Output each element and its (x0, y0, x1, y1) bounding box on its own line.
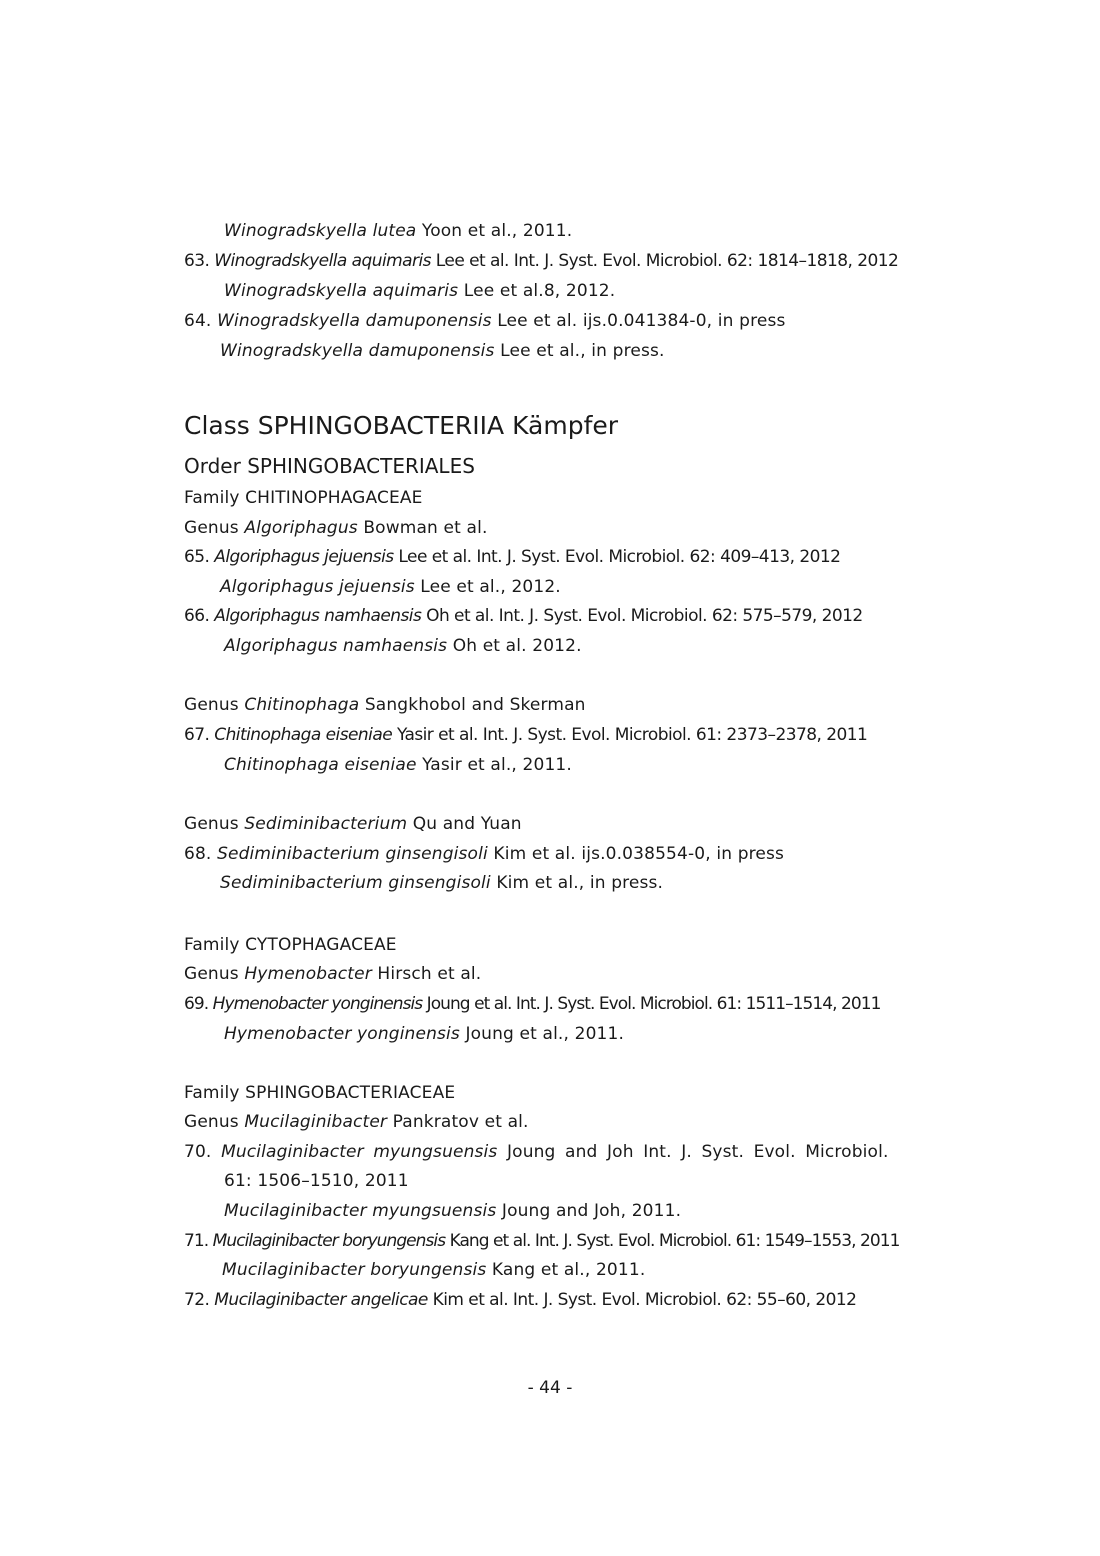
entry-72: 72. Mucilaginibacter angelicae Kim et al. Int. J. Syst. Evol. Microbiol. 62: 55–60, 2012 (184, 1290, 857, 1310)
genus-algoriphagus: Genus Algoriphagus Bowman et al. (184, 518, 488, 538)
entry-66: 66. Algoriphagus namhaensis Oh et al. Int. J. Syst. Evol. Microbiol. 62: 575–579, 2012 (184, 606, 863, 626)
genus-hymenobacter: Genus Hymenobacter Hirsch et al. (184, 964, 482, 984)
genus-sediminibacterium: Genus Sediminibacterium Qu and Yuan (184, 814, 522, 834)
entry-64: 64. Winogradskyella damuponensis Lee et al. ijs.0.041384-0, in press (184, 311, 786, 331)
entry-70: 70. Mucilaginibacter myungsuensis Joung and Joh Int. J. Syst. Evol. Microbiol. (184, 1142, 889, 1162)
entry-63-subline: Winogradskyella aquimaris Lee et al.8, 2012. (224, 281, 616, 301)
family-sphingobacteriaceae: Family SPHINGOBACTERIACEAE (184, 1083, 456, 1103)
entry-65-subline: Algoriphagus jejuensis Lee et al., 2012. (220, 577, 561, 597)
entry-69: 69. Hymenobacter yonginensis Joung et al. Int. J. Syst. Evol. Microbiol. 61: 1511–1514, 2011 (184, 994, 881, 1014)
family-chitinophagaceae: Family CHITINOPHAGACEAE (184, 488, 423, 508)
entry-63: 63. Winogradskyella aquimaris Lee et al. Int. J. Syst. Evol. Microbiol. 62: 1814–1818, 2012 (184, 251, 899, 271)
entry-65: 65. Algoriphagus jejuensis Lee et al. Int. J. Syst. Evol. Microbiol. 62: 409–413, 2012 (184, 547, 841, 567)
genus-chitinophaga: Genus Chitinophaga Sangkhobol and Skerman (184, 695, 586, 715)
entry-67: 67. Chitinophaga eiseniae Yasir et al. Int. J. Syst. Evol. Microbiol. 61: 2373–2378, 2011 (184, 725, 868, 745)
class-heading: Class SPHINGOBACTERIIA Kämpfer (184, 411, 619, 440)
entry-68: 68. Sediminibacterium ginsengisoli Kim et al. ijs.0.038554-0, in press (184, 844, 785, 864)
page-number: - 44 - (527, 1378, 573, 1398)
order-heading: Order SPHINGOBACTERIALES (184, 454, 475, 478)
entry-66-subline: Algoriphagus namhaensis Oh et al. 2012. (224, 636, 582, 656)
entry-69-subline: Hymenobacter yonginensis Joung et al., 2011. (224, 1024, 625, 1044)
entry-67-subline: Chitinophaga eiseniae Yasir et al., 2011. (224, 755, 572, 775)
entry-64-subline: Winogradskyella damuponensis Lee et al., in press. (220, 341, 665, 361)
entry-68-subline: Sediminibacterium ginsengisoli Kim et al., in press. (220, 873, 664, 893)
entry-71-subline: Mucilaginibacter boryungensis Kang et al., 2011. (222, 1260, 646, 1280)
genus-mucilaginibacter: Genus Mucilaginibacter Pankratov et al. (184, 1112, 529, 1132)
entry-71: 71. Mucilaginibacter boryungensis Kang et al. Int. J. Syst. Evol. Microbiol. 61: 1549–1553, 2011 (184, 1231, 900, 1251)
entry-62-subline: Winogradskyella lutea Yoon et al., 2011. (224, 221, 573, 241)
entry-70-subline: Mucilaginibacter myungsuensis Joung and Joh, 2011. (224, 1201, 682, 1221)
family-cytophagaceae: Family CYTOPHAGACEAE (184, 935, 397, 955)
entry-70-continuation: 61: 1506–1510, 2011 (224, 1171, 409, 1191)
